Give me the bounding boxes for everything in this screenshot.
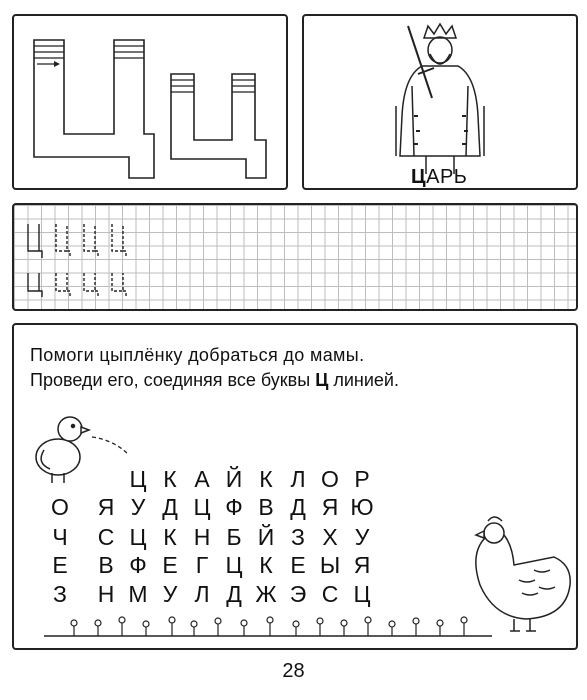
hen-icon bbox=[476, 517, 570, 631]
letter-cell[interactable]: Е bbox=[162, 552, 178, 578]
letter-cell[interactable]: Й bbox=[257, 524, 275, 550]
letter-cell[interactable]: Я bbox=[353, 552, 371, 578]
letter-outlines bbox=[14, 16, 290, 192]
letter-cell[interactable]: З bbox=[53, 581, 67, 607]
letter-cell[interactable]: К bbox=[259, 552, 273, 578]
letter-cell[interactable]: Ф bbox=[225, 494, 243, 520]
letter-row-5 bbox=[44, 580, 378, 608]
letter-row-4 bbox=[44, 551, 378, 579]
letter-cell[interactable]: Э bbox=[289, 581, 307, 607]
letter-cell[interactable]: В bbox=[258, 494, 274, 520]
letter-tracing-panel bbox=[12, 14, 288, 190]
task-line-2-text: Проведи его, соединяя все буквы bbox=[30, 370, 311, 390]
chick-icon bbox=[36, 417, 89, 483]
task-line-2-letter: Ц bbox=[315, 370, 329, 390]
letter-cell[interactable]: С bbox=[97, 524, 115, 550]
stripe-lines bbox=[34, 46, 144, 58]
letter-cell[interactable]: Ф bbox=[129, 552, 147, 578]
page-number: 28 bbox=[282, 660, 305, 682]
letter-cell[interactable]: Л bbox=[290, 466, 306, 492]
letter-cell[interactable]: М bbox=[128, 581, 148, 607]
letter-cell[interactable]: Ц bbox=[129, 524, 147, 550]
writing-practice-grid bbox=[12, 203, 578, 311]
letter-cell[interactable]: Ч bbox=[52, 524, 68, 550]
letter-cell[interactable]: Я bbox=[97, 494, 115, 520]
letter-cell[interactable]: О bbox=[321, 466, 339, 492]
letter-cell[interactable]: К bbox=[163, 466, 177, 492]
letter-row-3 bbox=[44, 523, 378, 551]
picture-panel bbox=[302, 14, 578, 190]
letter-cell[interactable]: Ц bbox=[193, 494, 211, 520]
picture-word bbox=[411, 166, 467, 189]
letter-cell[interactable]: Ц bbox=[353, 581, 371, 607]
letter-cell[interactable]: К bbox=[163, 524, 177, 550]
letter-cell[interactable]: Ж bbox=[255, 581, 277, 607]
letter-cell[interactable]: Ц bbox=[225, 552, 243, 578]
letter-cell[interactable]: Д bbox=[226, 581, 242, 607]
letter-cell[interactable]: У bbox=[130, 494, 146, 520]
letter-cell[interactable]: Л bbox=[194, 581, 210, 607]
task-panel bbox=[12, 323, 578, 650]
letter-cell[interactable]: Ю bbox=[350, 494, 374, 520]
flower-icons bbox=[71, 617, 467, 636]
letter-cell[interactable]: Е bbox=[52, 552, 68, 578]
letter-row-1 bbox=[122, 465, 378, 493]
practice-letters bbox=[14, 205, 580, 313]
letter-cell[interactable]: Д bbox=[290, 494, 306, 520]
letter-row-2 bbox=[44, 493, 378, 521]
letter-cell[interactable]: Ц bbox=[129, 466, 147, 492]
letter-cell[interactable]: З bbox=[291, 524, 305, 550]
letter-cell[interactable]: Я bbox=[321, 494, 339, 520]
letter-cell[interactable]: Е bbox=[290, 552, 306, 578]
dashed-path bbox=[92, 437, 129, 455]
letter-cell[interactable]: Х bbox=[322, 524, 338, 550]
letter-cell[interactable]: Ы bbox=[319, 552, 341, 578]
picture-word-first-letter: Ц bbox=[411, 166, 427, 188]
letter-cell[interactable]: Й bbox=[225, 466, 243, 492]
letter-cell[interactable]: В bbox=[98, 552, 114, 578]
letter-cell[interactable]: Н bbox=[97, 581, 115, 607]
letter-cell[interactable]: Б bbox=[226, 524, 242, 550]
letter-cell[interactable]: А bbox=[194, 466, 210, 492]
arrow-right-icon bbox=[54, 61, 60, 67]
letter-cell[interactable]: К bbox=[259, 466, 273, 492]
letter-cell[interactable]: Н bbox=[193, 524, 211, 550]
letter-cell[interactable]: У bbox=[162, 581, 178, 607]
letter-cell[interactable]: О bbox=[51, 494, 69, 520]
task-line-1: Помоги цыплёнку добраться до мамы. bbox=[30, 345, 365, 365]
letter-cell[interactable]: Г bbox=[195, 552, 209, 578]
letter-cell[interactable]: У bbox=[354, 524, 370, 550]
task-line-2-end: линией. bbox=[333, 370, 399, 390]
letter-cell[interactable]: Д bbox=[162, 494, 178, 520]
letter-cell[interactable]: С bbox=[321, 581, 339, 607]
letter-cell[interactable]: Р bbox=[354, 466, 370, 492]
picture-word-rest: АРЬ bbox=[426, 166, 468, 188]
